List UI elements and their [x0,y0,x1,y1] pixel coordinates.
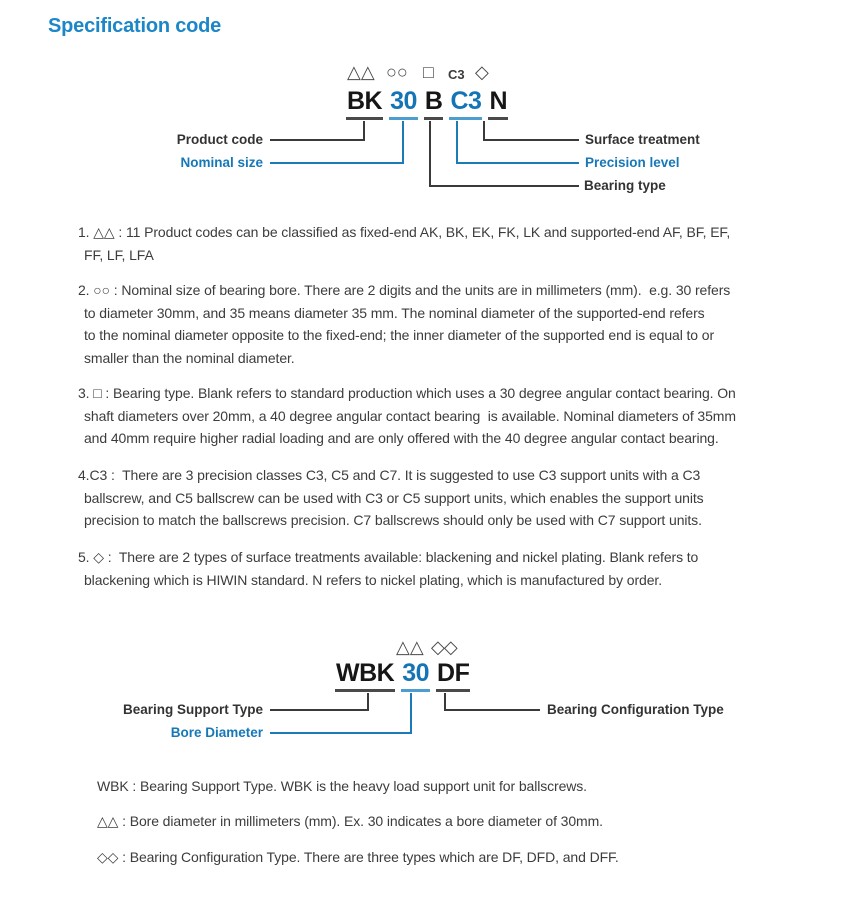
label-product-code: Product code [176,132,263,147]
label-nominal-size: Nominal size [180,155,263,170]
callout-line-bearing-type-h [429,185,579,187]
note-line: 3. □ : Bearing type. Blank refers to standard production which uses a 30 degree angular contact bearing. On [78,385,736,401]
note-item-1 [78,221,730,266]
callout-line-precision-level-v [456,121,458,164]
note-line: 5. ◇ : There are 2 types of surface treatments available: blackening and nickel plating. Blank refers to [78,549,699,565]
code-token-precision-level: C3 [449,89,482,120]
note-line: precision to match the ballscrews precision. C7 ballscrews should only be used with C7 support units. [84,512,702,528]
label-precision-level: Precision level [585,155,680,170]
note-line: FF, LF, LFA [84,246,154,263]
note-item-5 [78,546,698,591]
note-line: and 40mm require higher radial loading and are only offered with the 40 degree angular contact bearing. [84,430,719,446]
label-bearing-configuration-type: Bearing Configuration Type [547,702,724,717]
note-line: shaft diameters over 20mm, a 40 degree angular contact bearing is available. Nominal diameters of 35mm [84,407,736,424]
note-wbk-definition: WBK : Bearing Support Type. WBK is the heavy load support unit for ballscrews. [97,778,587,794]
spec-code-bk [346,89,508,120]
callout-line-product-code-h [270,139,365,141]
note-line: blackening which is HIWIN standard. N refers to nickel plating, which is manufactured by order. [84,571,662,588]
label-bearing-type: Bearing type [584,178,666,193]
note-item-4 [78,464,704,532]
callout-line-nominal-size-v [402,121,404,164]
callout-line-bearing-type-v [429,121,431,187]
note-line: 4.C3 : There are 3 precision classes C3, C5 and C7. It is suggested to use C3 support units with a C3 [78,467,701,483]
code-token-product-code: BK [346,89,383,120]
callout-line-precision-level-h [456,162,579,164]
callout-line-surface-treatment-v [483,121,485,141]
label-bearing-support-type: Bearing Support Type [122,702,263,717]
note-line: 1. △△ : 11 Product codes can be classified as fixed-end AK, BK, EK, FK, LK and supported-end AF, BF, EF, [78,224,731,240]
note-line: ballscrew, and C5 ballscrew can be used with C3 or C5 support units, which enables the support units [84,489,704,506]
label-bore-diameter: Bore Diameter [170,725,263,740]
triangle-pair-symbol: △△ [396,637,424,657]
note-item-2 [78,279,730,369]
code-token-configuration-type: DF [436,661,470,692]
callout-line-support-type-h [270,709,369,711]
c3-symbol: C3 [448,67,465,82]
diamond-pair-symbol: ◇◇ [431,637,457,657]
circle-pair-symbol: ○○ [386,62,408,82]
spec-code-wbk [335,661,470,692]
label-surface-treatment: Surface treatment [585,132,700,147]
code-token-bearing-type: B [424,89,444,120]
diamond-symbol: ◇ [475,62,489,82]
callout-line-nominal-size-h [270,162,404,164]
callout-line-configuration-h [444,709,540,711]
callout-line-bore-diameter-h [270,732,412,734]
note-line: to the nominal diameter opposite to the fixed-end; the inner diameter of the supported end is equal to or [84,327,715,343]
callout-line-bore-diameter-v [410,693,412,734]
note-item-3 [78,382,736,450]
callout-line-product-code-v [363,121,365,141]
square-symbol: □ [423,62,434,82]
page-title: Specification code [48,15,222,37]
callout-line-surface-treatment-h [483,139,579,141]
note-bore-diameter-definition: △△ : Bore diameter in millimeters (mm). Ex. 30 indicates a bore diameter of 30mm. [97,813,603,829]
code-token-bearing-support-type: WBK [335,661,395,692]
note-line: smaller than the nominal diameter. [84,349,295,366]
code-token-nominal-size: 30 [389,89,418,120]
triangle-pair-symbol: △△ [347,62,375,82]
note-line: 2. ○○ : Nominal size of bearing bore. There are 2 digits and the units are in millimeters (mm). e.g. 30 refers [78,282,731,298]
note-configuration-definition: ◇◇ : Bearing Configuration Type. There are three types which are DF, DFD, and DFF. [97,849,619,865]
note-line: to diameter 30mm, and 35 means diameter 35 mm. The nominal diameter of the supported-end refers [84,304,705,321]
code-token-surface-treatment: N [488,89,508,120]
code-token-bore-diameter: 30 [401,661,430,692]
